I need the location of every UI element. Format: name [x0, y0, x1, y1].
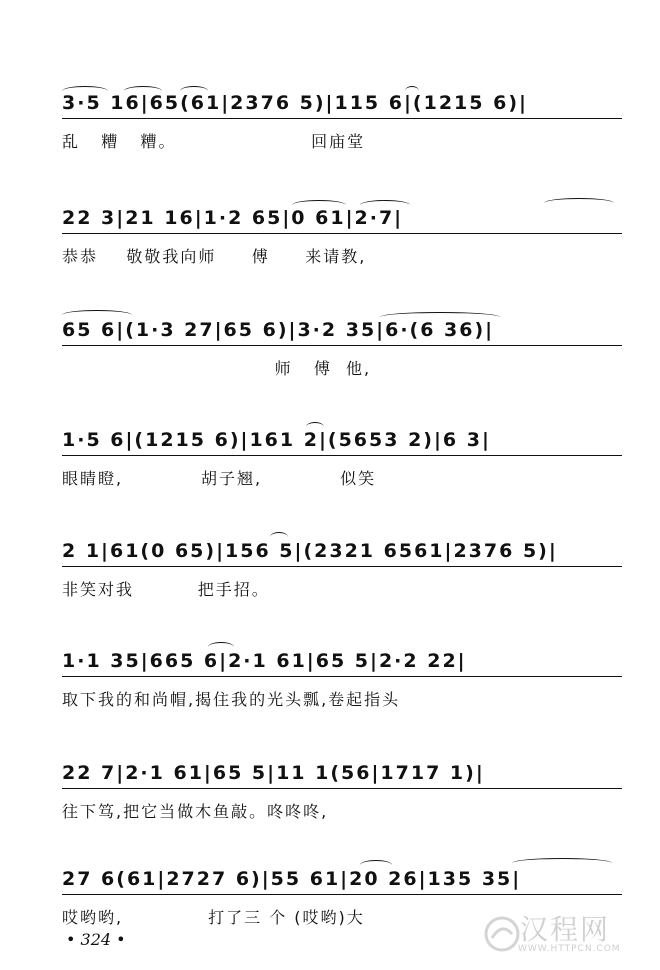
lyrics-line: 乱 糟 糟。 回庙堂	[62, 132, 366, 151]
lyrics-line: 哎哟哟, 打了三 个 (哎哟)大	[62, 908, 365, 927]
beam-line	[62, 788, 622, 789]
slur-mark	[124, 86, 162, 96]
slur-mark	[208, 642, 234, 652]
notation-line: 3·5 16|65(61|2376 5)|115 6|(1215 6)|	[62, 92, 528, 114]
beam-line	[62, 676, 622, 677]
score-system-3	[0, 317, 660, 387]
score-system-7	[0, 760, 660, 830]
beam-line	[62, 345, 622, 346]
slur-mark	[360, 200, 410, 210]
slur-mark	[360, 860, 392, 870]
slur-mark	[512, 858, 612, 868]
slur-mark	[180, 86, 208, 96]
score-system-1	[0, 90, 660, 160]
slur-mark	[306, 422, 324, 432]
slur-mark	[292, 200, 346, 210]
beam-line	[62, 118, 622, 119]
slur-mark	[62, 310, 132, 320]
lyrics-line: 恭恭 敬敬我向师 傅 来请教,	[62, 247, 367, 266]
watermark-logo-icon	[482, 914, 522, 954]
score-system-4	[0, 427, 660, 497]
watermark	[478, 906, 648, 966]
slur-mark	[405, 86, 419, 96]
watermark-text: 汉程网	[520, 913, 611, 946]
slur-mark	[380, 312, 500, 322]
lyrics-line: 师 傅 他,	[62, 359, 372, 378]
slur-mark	[544, 198, 614, 208]
page-number: • 324 •	[66, 930, 126, 949]
watermark-url: WWW.HTTPCN.COM	[518, 944, 621, 954]
beam-line	[62, 233, 622, 234]
notation-line: 27 6(61|2727 6)|55 61|20 26|135 35|	[62, 868, 522, 890]
beam-line	[62, 455, 622, 456]
notation-line: 1·1 35|665 6|2·1 61|65 5|2·2 22|	[62, 650, 467, 672]
score-system-5	[0, 538, 660, 608]
lyrics-line: 取下我的和尚帽,揭住我的光头瓢,卷起指头	[62, 690, 401, 709]
notation-line: 22 7|2·1 61|65 5|11 1(56|1717 1)|	[62, 762, 485, 784]
notation-line: 1·5 6|(1215 6)|161 2|(5653 2)|6 3|	[62, 429, 491, 451]
notation-line: 22 3|21 16|1·2 65|0 61|2·7|	[62, 207, 404, 229]
notation-line: 2 1|61(0 65)|156 5|(2321 6561|2376 5)|	[62, 540, 558, 562]
slur-mark	[62, 86, 108, 96]
notation-line: 65 6|(1·3 27|65 6)|3·2 35|6·(6 36)|	[62, 319, 495, 341]
slur-mark	[270, 532, 288, 542]
lyrics-line: 往下笃,把它当做木鱼敲。咚咚咚,	[62, 802, 329, 821]
beam-line	[62, 894, 622, 895]
score-system-2	[0, 205, 660, 275]
beam-line	[62, 566, 622, 567]
score-system-6	[0, 648, 660, 718]
lyrics-line: 眼睛瞪, 胡子翘, 似笑	[62, 469, 377, 488]
lyrics-line: 非笑对我 把手招。	[62, 580, 270, 599]
